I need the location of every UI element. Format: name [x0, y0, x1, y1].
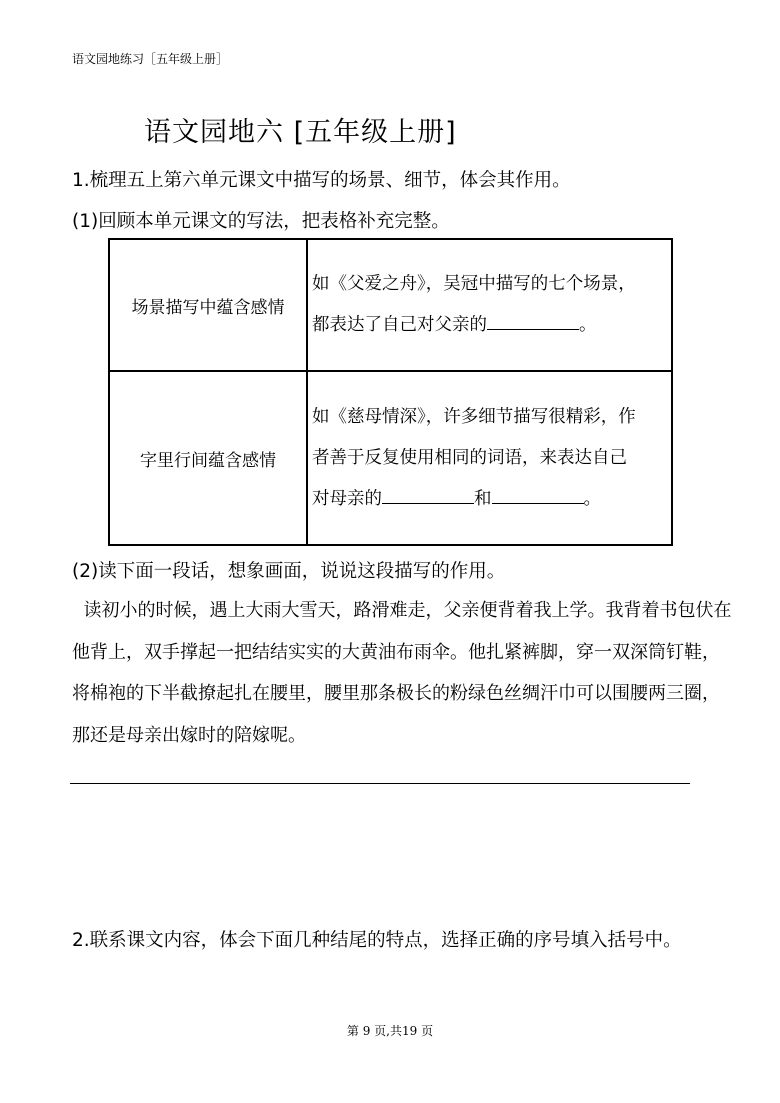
content-text: 都表达了自己对父亲的 — [312, 315, 487, 335]
question-1: 1.梳理五上第六单元课文中描写的场景、细节，体会其作用。 — [72, 170, 571, 191]
content-line — [312, 305, 671, 346]
question-1-part-1-prompt: (1)回顾本单元课文的写法，把表格补充完整。 — [72, 211, 450, 232]
answer-blank[interactable] — [487, 313, 579, 330]
row-label: 字里行间蕴含感情 — [109, 371, 307, 545]
row-content — [307, 239, 672, 371]
row-label: 场景描写中蕴含感情 — [109, 239, 307, 371]
content-text: 和 — [474, 488, 492, 509]
question-2: 2.联系课文内容，体会下面几种结尾的特点，选择正确的序号填入括号中。 — [72, 930, 682, 951]
answer-blank[interactable] — [492, 487, 584, 504]
row-content — [307, 371, 672, 545]
content-line: 如《父爱之舟》，吴冠中描写的七个场景， — [312, 274, 636, 294]
reading-passage — [72, 590, 732, 756]
content-line: 如《慈母情深》，许多细节描写很精彩，作 — [312, 406, 636, 427]
content-text: 。 — [579, 315, 597, 335]
content-text: 对母亲的 — [312, 488, 382, 509]
content-text: 。 — [583, 488, 601, 509]
page-title: 语文园地六 [五年级上册] — [144, 117, 457, 148]
question-1-part-2-prompt: (2)读下面一段话，想象画面，说说这段描写的作用。 — [72, 561, 506, 582]
answer-line[interactable] — [70, 783, 690, 784]
content-line: 者善于反复使用相同的词语，来表达自己 — [312, 447, 627, 468]
table-row — [109, 371, 672, 545]
page-footer: 第 9 页,共19 页 — [346, 1024, 434, 1038]
content-line — [312, 479, 671, 520]
fill-in-table — [108, 238, 673, 546]
page-header: 语文园地练习［五年级上册］ — [72, 52, 229, 66]
table-row — [109, 239, 672, 371]
answer-blank[interactable] — [382, 487, 474, 504]
passage-text: 读初小的时候，遇上大雨大雪天，路滑难走，父亲便背着我上学。我背着书包伏在他背上，双手撑起一把结结实实的大黄油布雨伞。他扎紧裤脚，穿一双深筒钉鞋，将棉袍的下半截撩起扎在腰里，腰里那条极长的粉绿色丝绸汗巾可以围腰两三圈，那还是母亲出嫁时的陪嫁呢。 — [72, 600, 732, 746]
